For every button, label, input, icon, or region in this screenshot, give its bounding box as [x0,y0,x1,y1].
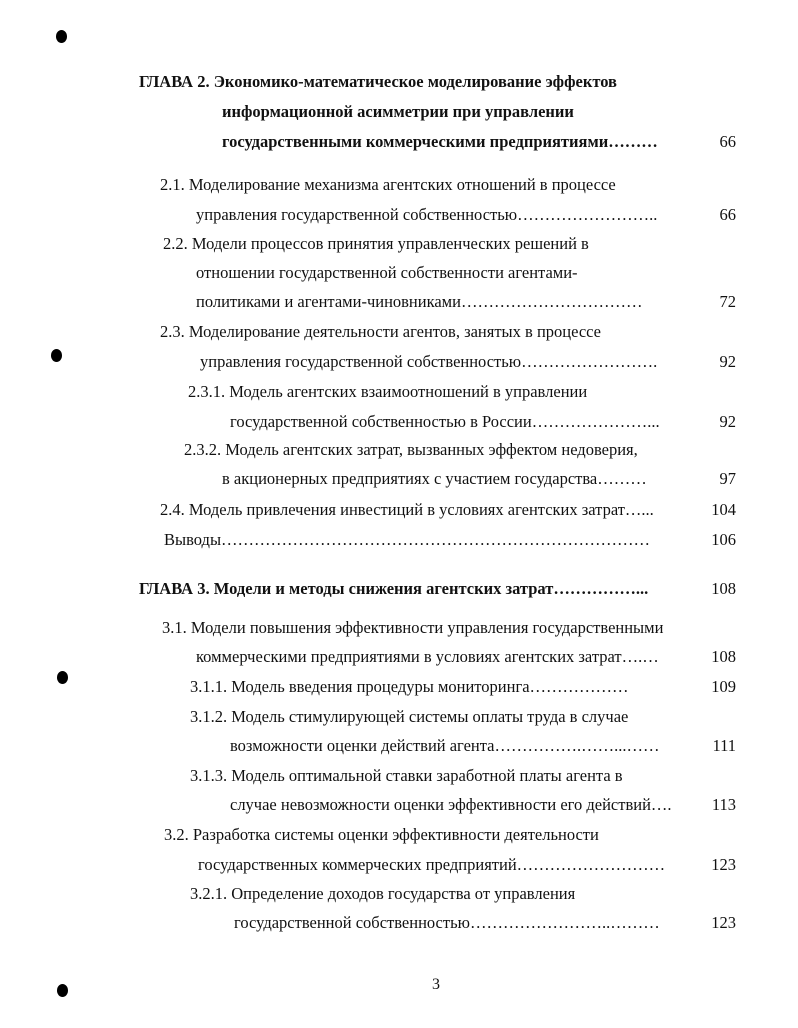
toc-page-number: 123 [711,855,736,874]
toc-line: случае невозможности оценки эффективности его действий…. [230,795,672,814]
toc-page-number: 92 [719,352,736,371]
toc-line: 2.3. Моделирование деятельности агентов, занятых в процессе [160,322,602,341]
punch-hole-icon [57,671,68,684]
toc-page-number: 109 [711,677,736,696]
toc-page-number: 106 [711,530,736,549]
toc-line: 3.1.1. Модель введения процедуры мониторинга……………… [190,677,629,696]
punch-hole-icon [51,349,62,362]
punch-hole-icon [56,30,67,43]
toc-line: 2.2. Модели процессов принятия управленческих решений в [163,234,589,253]
toc-line: управления государственной собственностью…………………….. [196,205,658,224]
toc-line: 3.1. Модели повышения эффективности управления государственными [162,618,664,637]
toc-line: 2.3.2. Модель агентских затрат, вызванных эффектом недоверия, [184,440,638,459]
toc-line: коммерческими предприятиями в условиях агентских затрат….… [196,647,659,666]
toc-line: 2.3.1. Модель агентских взаимоотношений в управлении [188,382,588,401]
toc-line: отношении государственной собственности агентами- [196,263,578,282]
toc-line: государственной собственностью в России…………………... [230,412,660,431]
toc-line: ГЛАВА 3. Модели и методы снижения агентских затрат……………... [139,579,649,598]
toc-page-number: 108 [711,579,736,598]
toc-line: государственными коммерческими предприятиями……… [222,132,658,151]
toc-page-number: 113 [711,795,736,814]
punch-hole-icon [57,984,68,997]
toc-line: 3.1.3. Модель оптимальной ставки заработной платы агента в [190,766,623,785]
toc-line: Выводы…………………………………………………………………… [164,530,651,549]
toc-line: 2.4. Модель привлечения инвестиций в условиях агентских затрат…... [160,500,654,519]
toc-page-number: 72 [719,292,736,311]
toc-line: 3.1.2. Модель стимулирующей системы оплаты труда в случае [190,707,629,726]
toc-line: 3.2. Разработка системы оценки эффективности деятельности [164,825,599,844]
toc-line: 3.2.1. Определение доходов государства от управления [190,884,576,903]
page-number: 3 [432,976,440,993]
toc-line: в акционерных предприятиях с участием государства……… [222,469,647,488]
toc-line: политиками и агентами-чиновниками…………………………… [196,292,643,311]
toc-page-number: 66 [719,205,736,224]
toc-page-number: 111 [712,736,736,755]
toc-page-number: 97 [719,469,736,488]
toc-line: информационной асимметрии при управлении [222,102,574,121]
toc-line: государственных коммерческих предприятий……………………… [198,855,666,874]
toc-line: возможности оценки действий агента…………….……...…… [230,736,660,755]
toc-line: государственной собственностью……………………..……… [234,913,660,932]
toc-page-number: 104 [711,500,736,519]
toc-line: ГЛАВА 2. Экономико-математическое моделирование эффектов [139,72,617,91]
toc-page-number: 108 [711,647,736,666]
toc-page-number: 66 [719,132,736,151]
toc-line: управления государственной собственностью……………………. [200,352,658,371]
toc-page-number: 123 [711,913,736,932]
toc-line: 2.1. Моделирование механизма агентских отношений в процессе [160,175,616,194]
toc-page-number: 92 [719,412,736,431]
